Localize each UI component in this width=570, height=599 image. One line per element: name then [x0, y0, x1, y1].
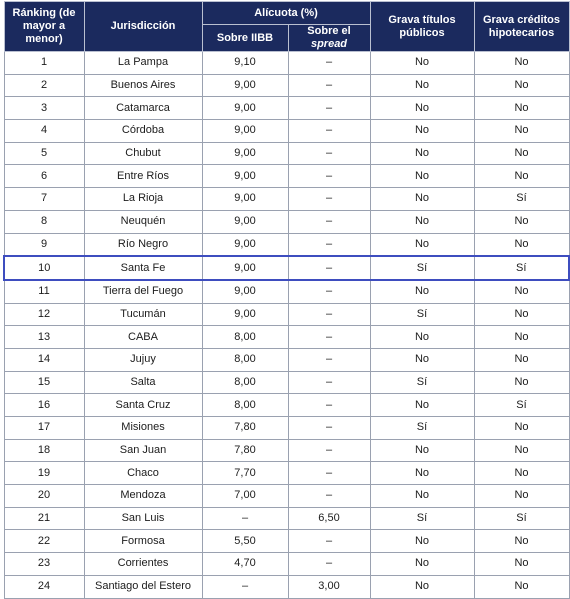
- cell-ranking: 4: [4, 120, 84, 143]
- cell-sobre-spread: –: [288, 280, 370, 303]
- cell-grava-titulos: No: [370, 326, 474, 349]
- cell-grava-titulos: No: [370, 74, 474, 97]
- cell-jurisdiccion: San Juan: [84, 439, 202, 462]
- cell-sobre-iibb: 7,80: [202, 439, 288, 462]
- cell-sobre-spread: –: [288, 439, 370, 462]
- cell-ranking: 14: [4, 348, 84, 371]
- cell-grava-titulos: No: [370, 210, 474, 233]
- cell-grava-creditos: Sí: [474, 507, 569, 530]
- cell-ranking: 17: [4, 417, 84, 440]
- table-row: [4, 530, 569, 553]
- cell-sobre-iibb: 8,00: [202, 394, 288, 417]
- table-row: [4, 348, 569, 371]
- cell-sobre-iibb: 9,00: [202, 233, 288, 256]
- cell-ranking: 16: [4, 394, 84, 417]
- cell-jurisdiccion: Catamarca: [84, 97, 202, 120]
- cell-jurisdiccion: Chubut: [84, 142, 202, 165]
- table-row: [4, 233, 569, 256]
- cell-ranking: 6: [4, 165, 84, 188]
- cell-grava-titulos: No: [370, 530, 474, 553]
- cell-ranking: 11: [4, 280, 84, 303]
- cell-grava-creditos: No: [474, 233, 569, 256]
- cell-grava-creditos: No: [474, 462, 569, 485]
- cell-sobre-iibb: 9,00: [202, 97, 288, 120]
- cell-sobre-spread: –: [288, 553, 370, 576]
- cell-grava-titulos: No: [370, 165, 474, 188]
- cell-sobre-iibb: 9,00: [202, 165, 288, 188]
- header-ranking: Ránking (de mayor a menor): [4, 2, 84, 52]
- cell-sobre-iibb: 8,00: [202, 371, 288, 394]
- cell-ranking: 2: [4, 74, 84, 97]
- cell-grava-creditos: Sí: [474, 394, 569, 417]
- cell-grava-creditos: No: [474, 575, 569, 598]
- cell-grava-creditos: No: [474, 210, 569, 233]
- cell-grava-creditos: No: [474, 417, 569, 440]
- cell-sobre-iibb: 7,00: [202, 485, 288, 508]
- cell-ranking: 20: [4, 485, 84, 508]
- header-grava-titulos: Grava títulos públicos: [370, 2, 474, 52]
- cell-ranking: 12: [4, 303, 84, 326]
- cell-sobre-spread: –: [288, 233, 370, 256]
- cell-jurisdiccion: Santa Cruz: [84, 394, 202, 417]
- table-row: [4, 142, 569, 165]
- table-row: [4, 74, 569, 97]
- table-row-highlighted: [4, 256, 569, 280]
- header-sobre-spread: [288, 25, 370, 52]
- cell-ranking: 22: [4, 530, 84, 553]
- cell-sobre-spread: –: [288, 462, 370, 485]
- cell-sobre-iibb: 9,00: [202, 280, 288, 303]
- cell-jurisdiccion: CABA: [84, 326, 202, 349]
- cell-jurisdiccion: La Pampa: [84, 52, 202, 75]
- header-spread-text: spread: [310, 38, 348, 50]
- cell-sobre-iibb: 9,00: [202, 120, 288, 143]
- cell-jurisdiccion: Chaco: [84, 462, 202, 485]
- cell-ranking: 21: [4, 507, 84, 530]
- cell-jurisdiccion: Santa Fe: [84, 256, 202, 280]
- table-row: [4, 417, 569, 440]
- cell-grava-titulos: Sí: [370, 417, 474, 440]
- table-row: [4, 303, 569, 326]
- cell-jurisdiccion: Salta: [84, 371, 202, 394]
- cell-grava-creditos: No: [474, 348, 569, 371]
- cell-sobre-spread: 3,00: [288, 575, 370, 598]
- cell-sobre-spread: –: [288, 188, 370, 211]
- table-body: [4, 52, 569, 599]
- cell-grava-creditos: No: [474, 371, 569, 394]
- cell-grava-titulos: No: [370, 394, 474, 417]
- table-row: [4, 326, 569, 349]
- cell-grava-titulos: No: [370, 485, 474, 508]
- tax-rate-table: [3, 1, 570, 599]
- cell-sobre-iibb: 5,50: [202, 530, 288, 553]
- cell-grava-creditos: No: [474, 303, 569, 326]
- table-row: [4, 97, 569, 120]
- cell-grava-titulos: Sí: [370, 371, 474, 394]
- cell-sobre-spread: –: [288, 52, 370, 75]
- cell-grava-creditos: No: [474, 530, 569, 553]
- cell-ranking: 13: [4, 326, 84, 349]
- cell-grava-creditos: No: [474, 74, 569, 97]
- cell-sobre-spread: –: [288, 97, 370, 120]
- cell-sobre-spread: –: [288, 303, 370, 326]
- table-row: [4, 280, 569, 303]
- cell-grava-titulos: No: [370, 52, 474, 75]
- cell-sobre-spread: –: [288, 210, 370, 233]
- cell-sobre-spread: –: [288, 394, 370, 417]
- table-row: [4, 188, 569, 211]
- cell-grava-titulos: Sí: [370, 303, 474, 326]
- cell-sobre-spread: –: [288, 256, 370, 280]
- cell-sobre-spread: –: [288, 417, 370, 440]
- table-row: [4, 210, 569, 233]
- cell-sobre-spread: –: [288, 142, 370, 165]
- cell-ranking: 23: [4, 553, 84, 576]
- cell-sobre-iibb: 7,80: [202, 417, 288, 440]
- cell-jurisdiccion: Entre Ríos: [84, 165, 202, 188]
- cell-jurisdiccion: Tierra del Fuego: [84, 280, 202, 303]
- cell-grava-titulos: Sí: [370, 507, 474, 530]
- cell-sobre-iibb: 9,00: [202, 188, 288, 211]
- cell-jurisdiccion: Corrientes: [84, 553, 202, 576]
- header-alicuota: Alícuota (%): [202, 2, 370, 25]
- cell-jurisdiccion: Mendoza: [84, 485, 202, 508]
- header-grava-creditos: Grava créditos hipotecarios: [474, 2, 569, 52]
- cell-grava-creditos: No: [474, 165, 569, 188]
- cell-sobre-iibb: 9,00: [202, 74, 288, 97]
- cell-sobre-iibb: 4,70: [202, 553, 288, 576]
- cell-ranking: 19: [4, 462, 84, 485]
- cell-ranking: 9: [4, 233, 84, 256]
- cell-jurisdiccion: Jujuy: [84, 348, 202, 371]
- cell-sobre-spread: –: [288, 165, 370, 188]
- table-row: [4, 485, 569, 508]
- cell-jurisdiccion: Tucumán: [84, 303, 202, 326]
- cell-jurisdiccion: Río Negro: [84, 233, 202, 256]
- table-row: [4, 439, 569, 462]
- cell-grava-creditos: No: [474, 439, 569, 462]
- cell-grava-titulos: No: [370, 439, 474, 462]
- cell-grava-titulos: No: [370, 188, 474, 211]
- cell-sobre-spread: –: [288, 485, 370, 508]
- cell-ranking: 15: [4, 371, 84, 394]
- cell-grava-titulos: No: [370, 233, 474, 256]
- cell-grava-titulos: No: [370, 120, 474, 143]
- cell-jurisdiccion: Buenos Aires: [84, 74, 202, 97]
- cell-grava-creditos: No: [474, 326, 569, 349]
- cell-grava-creditos: No: [474, 52, 569, 75]
- table-row: [4, 462, 569, 485]
- table-row: [4, 120, 569, 143]
- table-row: [4, 394, 569, 417]
- cell-sobre-iibb: –: [202, 575, 288, 598]
- cell-sobre-spread: –: [288, 530, 370, 553]
- cell-ranking: 5: [4, 142, 84, 165]
- cell-grava-titulos: No: [370, 280, 474, 303]
- cell-jurisdiccion: Córdoba: [84, 120, 202, 143]
- cell-grava-titulos: Sí: [370, 256, 474, 280]
- cell-grava-titulos: No: [370, 553, 474, 576]
- cell-ranking: 24: [4, 575, 84, 598]
- cell-jurisdiccion: Formosa: [84, 530, 202, 553]
- table-row: [4, 507, 569, 530]
- cell-grava-creditos: No: [474, 485, 569, 508]
- cell-sobre-iibb: –: [202, 507, 288, 530]
- cell-sobre-spread: –: [288, 120, 370, 143]
- cell-sobre-iibb: 9,00: [202, 303, 288, 326]
- cell-grava-creditos: No: [474, 120, 569, 143]
- cell-sobre-iibb: 7,70: [202, 462, 288, 485]
- cell-ranking: 3: [4, 97, 84, 120]
- cell-sobre-iibb: 9,10: [202, 52, 288, 75]
- cell-sobre-iibb: 9,00: [202, 256, 288, 280]
- table-row: [4, 553, 569, 576]
- table-row: [4, 575, 569, 598]
- cell-jurisdiccion: Misiones: [84, 417, 202, 440]
- cell-jurisdiccion: Neuquén: [84, 210, 202, 233]
- cell-grava-creditos: Sí: [474, 188, 569, 211]
- cell-grava-creditos: No: [474, 280, 569, 303]
- cell-grava-titulos: No: [370, 575, 474, 598]
- cell-ranking: 18: [4, 439, 84, 462]
- cell-jurisdiccion: La Rioja: [84, 188, 202, 211]
- cell-sobre-iibb: 9,00: [202, 142, 288, 165]
- cell-grava-creditos: No: [474, 97, 569, 120]
- cell-sobre-spread: –: [288, 326, 370, 349]
- cell-jurisdiccion: Santiago del Estero: [84, 575, 202, 598]
- cell-grava-creditos: No: [474, 553, 569, 576]
- header-sobre-iibb: Sobre IIBB: [202, 25, 288, 52]
- cell-sobre-iibb: 9,00: [202, 210, 288, 233]
- table-row: [4, 165, 569, 188]
- cell-grava-titulos: No: [370, 348, 474, 371]
- table-header: [4, 2, 569, 52]
- cell-ranking: 1: [4, 52, 84, 75]
- cell-ranking: 7: [4, 188, 84, 211]
- cell-ranking: 8: [4, 210, 84, 233]
- header-sobre-el-text: Sobre el: [307, 25, 351, 37]
- cell-sobre-spread: –: [288, 74, 370, 97]
- cell-jurisdiccion: San Luis: [84, 507, 202, 530]
- cell-sobre-iibb: 8,00: [202, 326, 288, 349]
- cell-grava-creditos: Sí: [474, 256, 569, 280]
- header-jurisdiccion: Jurisdicción: [84, 2, 202, 52]
- cell-sobre-spread: 6,50: [288, 507, 370, 530]
- cell-grava-titulos: No: [370, 97, 474, 120]
- table-row: [4, 371, 569, 394]
- cell-sobre-spread: –: [288, 371, 370, 394]
- cell-grava-creditos: No: [474, 142, 569, 165]
- cell-sobre-iibb: 8,00: [202, 348, 288, 371]
- cell-sobre-spread: –: [288, 348, 370, 371]
- cell-grava-titulos: No: [370, 142, 474, 165]
- table-row: [4, 52, 569, 75]
- cell-ranking: 10: [4, 256, 84, 280]
- cell-grava-titulos: No: [370, 462, 474, 485]
